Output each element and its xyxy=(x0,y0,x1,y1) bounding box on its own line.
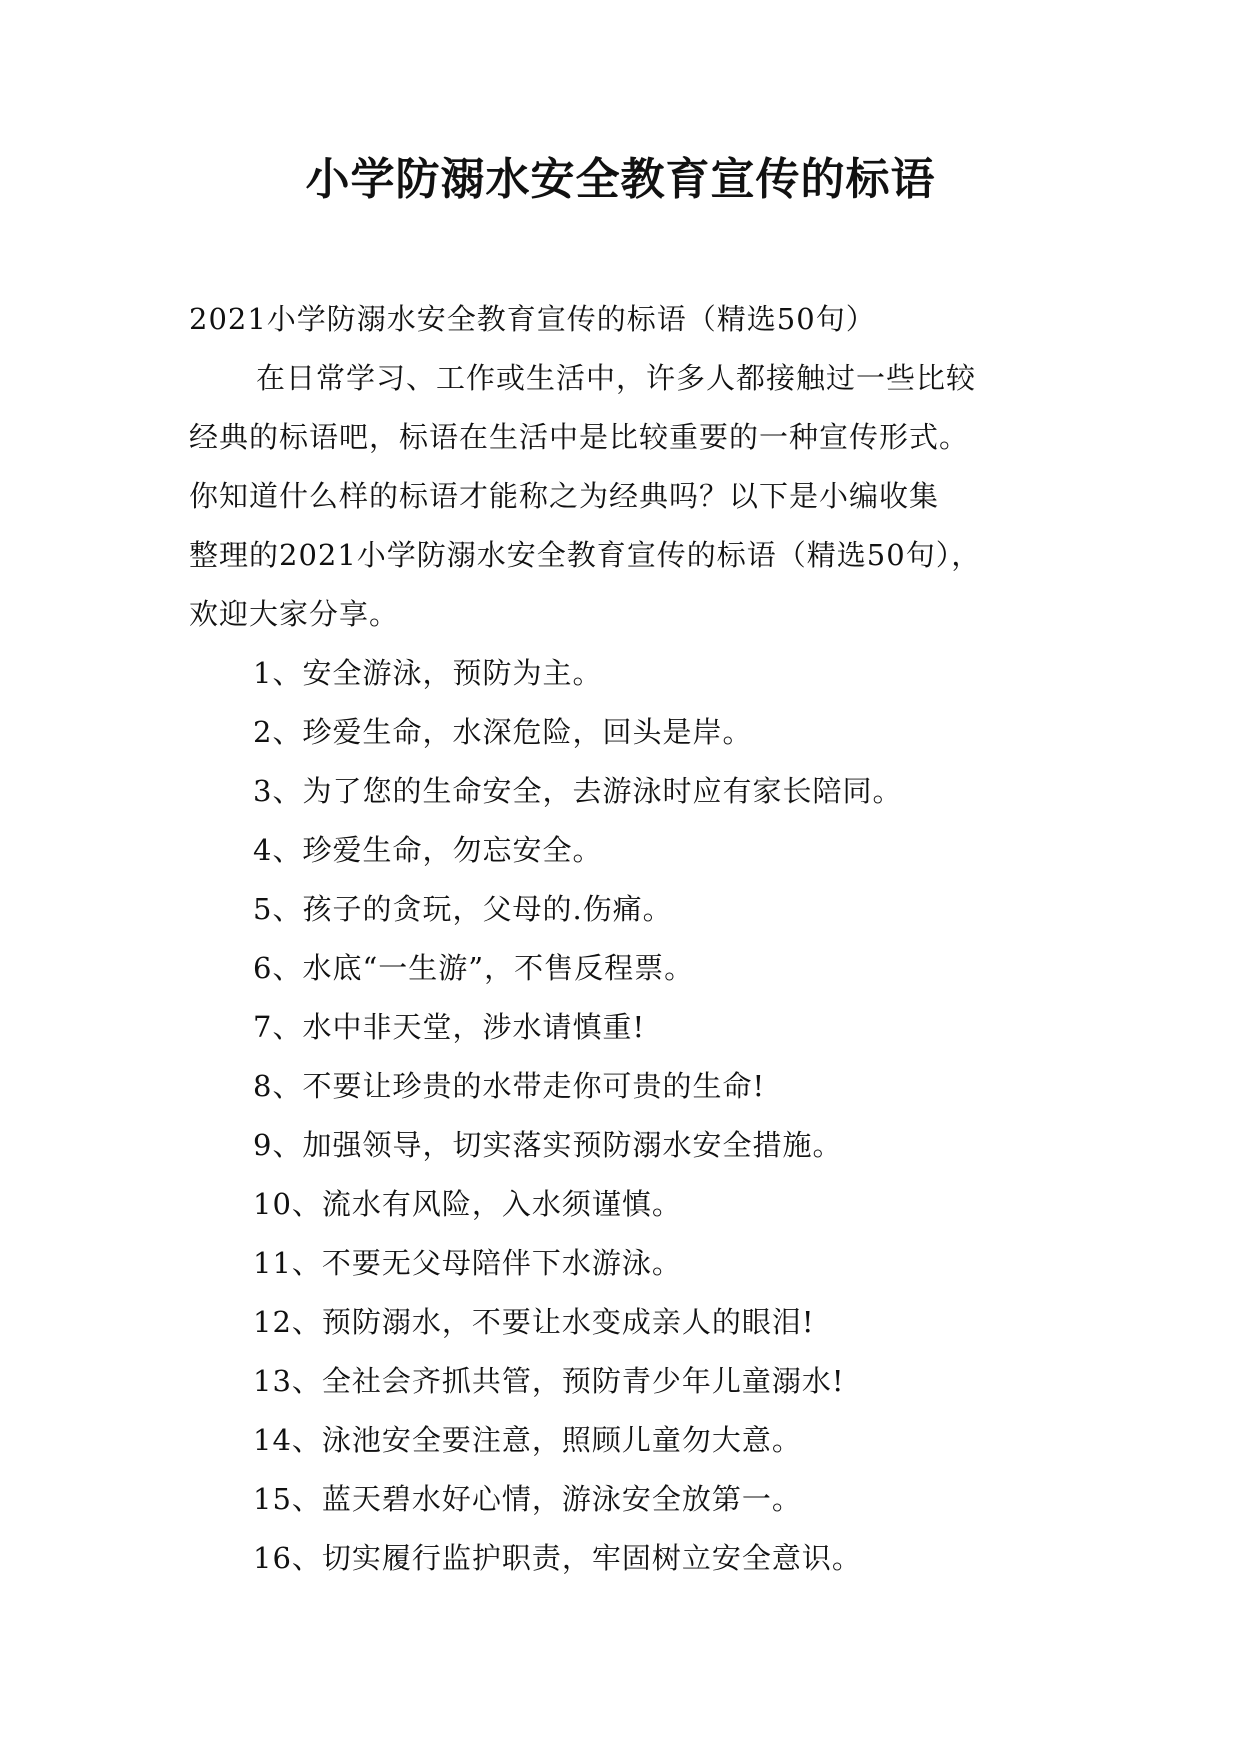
intro-line: 在日常学习、工作或生活中，许多人都接触过一些比较 xyxy=(256,361,977,395)
intro-paragraph xyxy=(189,349,1069,644)
slogan-item: 13、全社会齐抓共管，预防青少年儿童溺水! xyxy=(253,1364,845,1398)
intro-line: 整理的2021小学防溺水安全教育宣传的标语（精选50句）， xyxy=(189,538,982,572)
document-title: 小学防溺水安全教育宣传的标语 xyxy=(305,154,936,205)
slogan-item: 10、流水有风险，入水须谨慎。 xyxy=(253,1187,682,1221)
slogan-item: 3、为了您的生命安全，去游泳时应有家长陪同。 xyxy=(253,774,903,808)
slogan-item: 2、珍爱生命，水深危险，回头是岸。 xyxy=(253,715,753,749)
slogan-item: 12、预防溺水，不要让水变成亲人的眼泪! xyxy=(253,1305,815,1339)
intro-line: 你知道什么样的标语才能称之为经典吗？以下是小编收集 xyxy=(189,479,940,513)
slogan-item: 6、水底“一生游”，不售反程票。 xyxy=(253,951,695,985)
slogan-item: 7、水中非天堂，涉水请慎重! xyxy=(253,1010,646,1044)
slogan-item: 5、孩子的贪玩，父母的.伤痛。 xyxy=(253,892,673,926)
slogan-item: 14、泳池安全要注意，照顾儿童勿大意。 xyxy=(253,1423,802,1457)
intro-line: 欢迎大家分享。 xyxy=(189,597,400,631)
slogan-item: 16、切实履行监护职责，牢固树立安全意识。 xyxy=(253,1541,862,1575)
slogan-item: 1、安全游泳，预防为主。 xyxy=(253,656,603,690)
slogan-item: 9、加强领导，切实落实预防溺水安全措施。 xyxy=(253,1128,843,1162)
intro-line: 经典的标语吧，标语在生活中是比较重要的一种宣传形式。 xyxy=(189,420,970,454)
slogan-item: 4、珍爱生命，勿忘安全。 xyxy=(253,833,603,867)
slogan-item: 11、不要无父母陪伴下水游泳。 xyxy=(253,1246,682,1280)
slogan-item: 8、不要让珍贵的水带走你可贵的生命! xyxy=(253,1069,766,1103)
document-body xyxy=(189,290,1069,1588)
slogan-item: 15、蓝天碧水好心情，游泳安全放第一。 xyxy=(253,1482,802,1516)
slogan-list xyxy=(189,644,1069,1588)
document-subtitle: 2021小学防溺水安全教育宣传的标语（精选50句） xyxy=(189,302,876,336)
